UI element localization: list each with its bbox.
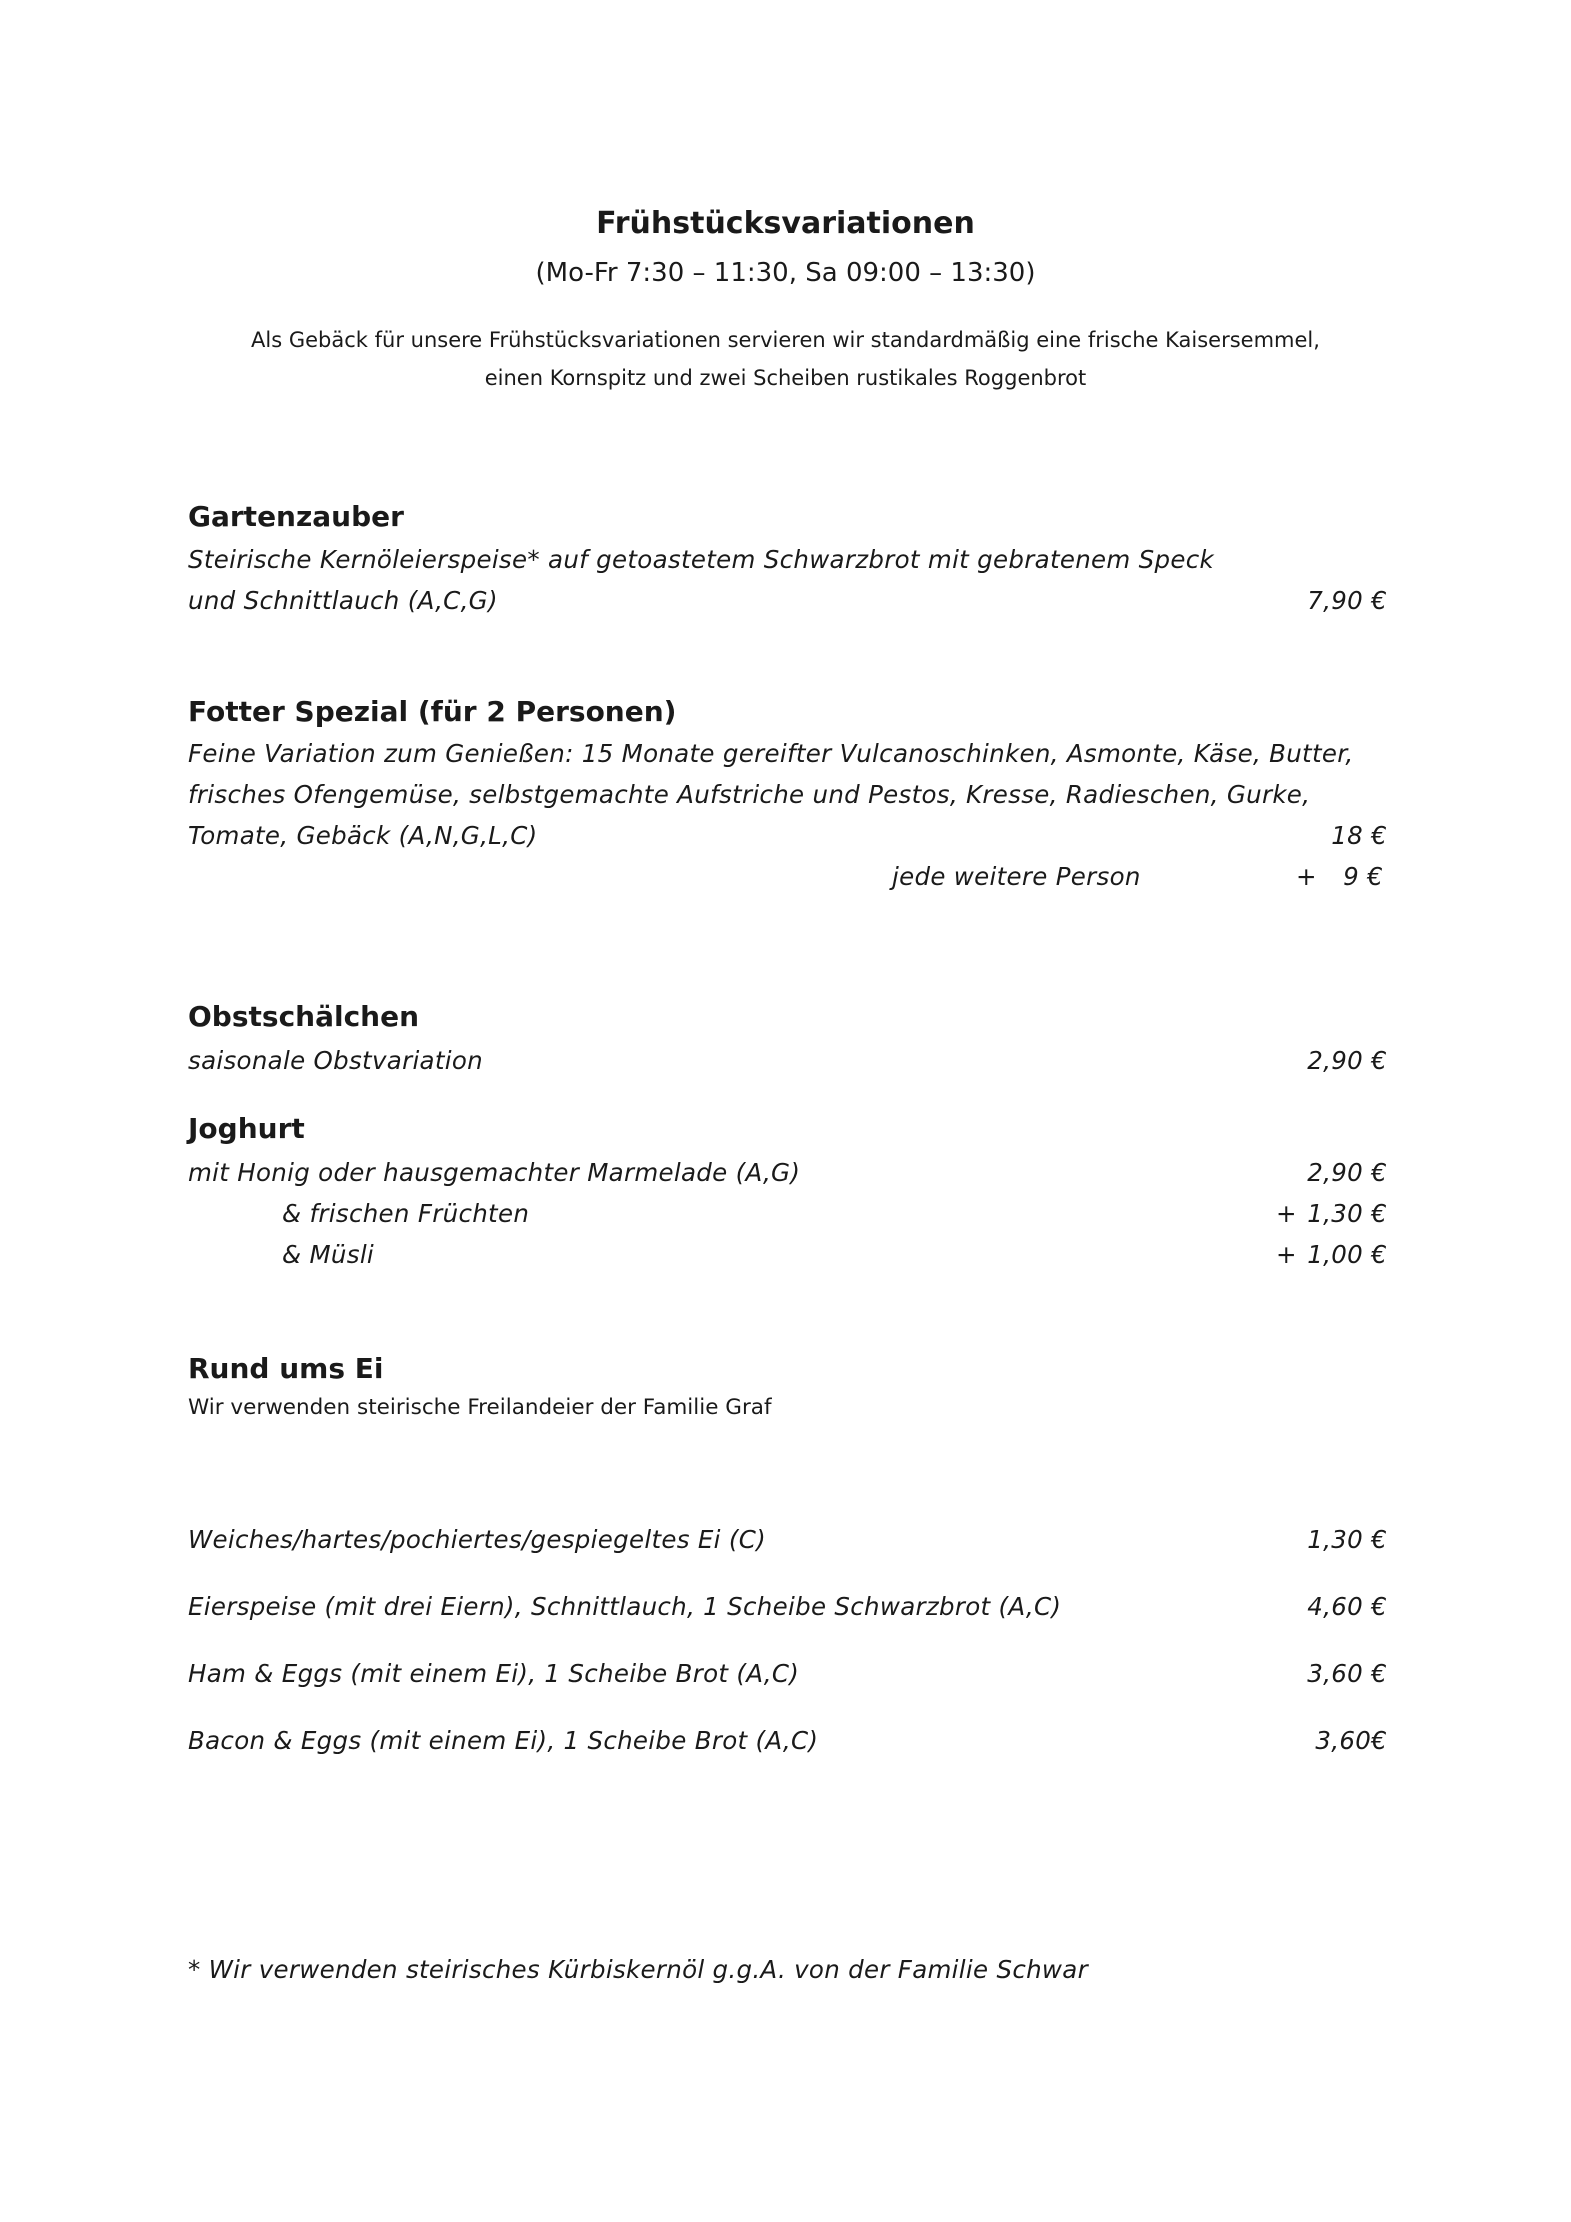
fotter-extra-label: jede weitere Person [892,862,1141,891]
fotter-price: 18 € [1331,821,1387,850]
page-title: Frühstücksvariationen [596,206,975,241]
ei-item-label: Eierspeise (mit drei Eiern), Schnittlauch, 1 Scheibe Schwarzbrot (A,C) [188,1592,1062,1621]
ei-item-label: Weiches/hartes/pochiertes/gespiegeltes Ei (C) [188,1525,766,1554]
fotter-extra-plus: + [1296,862,1317,891]
joghurt-price: 2,90 € [1307,1158,1387,1187]
section-title-fotter-spezial: Fotter Spezial (für 2 Personen) [188,695,677,728]
intro-line-2: einen Kornspitz und zwei Scheiben rustikales Roggenbrot [484,366,1087,390]
section-title-obstschaelchen: Obstschälchen [188,1000,420,1033]
section-title-joghurt: Joghurt [188,1112,305,1145]
joghurt-desc: mit Honig oder hausgemachter Marmelade (A,G) [188,1158,801,1187]
section-title-gartenzauber: Gartenzauber [188,500,404,533]
gartenzauber-price: 7,90 € [1307,586,1387,615]
intro-line-1: Als Gebäck für unsere Frühstücksvariationen servieren wir standardmäßig eine frische Kaisersemmel, [251,328,1320,352]
footnote: * Wir verwenden steirisches Kürbiskernöl g.g.A. von der Familie Schwar [188,1955,1088,1984]
obst-desc: saisonale Obstvariation [188,1046,483,1075]
ei-item-price: 3,60€ [1315,1726,1387,1755]
section-title-rund-ums-ei: Rund ums Ei [188,1352,384,1385]
joghurt-addon-label: & frischen Früchten [282,1199,530,1228]
ei-item-price: 3,60 € [1307,1659,1387,1688]
opening-hours: (Mo-Fr 7:30 – 11:30, Sa 09:00 – 13:30) [535,258,1036,288]
obst-price: 2,90 € [1307,1046,1387,1075]
fotter-extra-price: 9 € [1343,862,1383,891]
joghurt-addon-price: 1,00 € [1307,1240,1387,1269]
joghurt-addon-plus: + [1276,1240,1297,1269]
gartenzauber-desc-1: Steirische Kernöleierspeise* auf getoastetem Schwarzbrot mit gebratenem Speck [188,545,1215,574]
fotter-desc-3: Tomate, Gebäck (A,N,G,L,C) [188,821,538,850]
fotter-desc-2: frisches Ofengemüse, selbstgemachte Aufstriche und Pestos, Kresse, Radieschen, Gurke, [188,780,1311,809]
joghurt-addon-plus: + [1276,1199,1297,1228]
joghurt-addon-label: & Müsli [282,1240,375,1269]
fotter-desc-1: Feine Variation zum Genießen: 15 Monate gereifter Vulcanoschinken, Asmonte, Käse, Butter, [188,739,1354,768]
ei-note: Wir verwenden steirische Freilandeier der Familie Graf [188,1395,772,1420]
ei-item-price: 1,30 € [1307,1525,1387,1554]
ei-item-label: Bacon & Eggs (mit einem Ei), 1 Scheibe Brot (A,C) [188,1726,819,1755]
ei-item-price: 4,60 € [1307,1592,1387,1621]
ei-item-label: Ham & Eggs (mit einem Ei), 1 Scheibe Brot (A,C) [188,1659,800,1688]
gartenzauber-desc-2: und Schnittlauch (A,C,G) [188,586,498,615]
joghurt-addon-price: 1,30 € [1307,1199,1387,1228]
